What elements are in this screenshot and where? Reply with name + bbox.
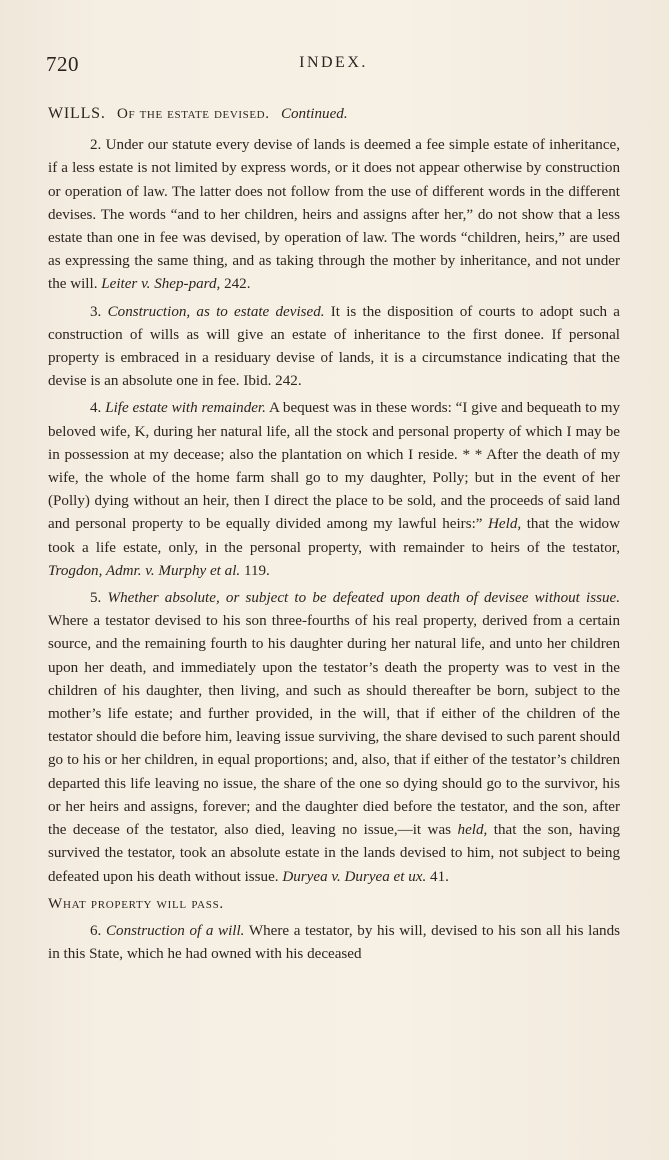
entry-text: Where a testator, by his will, devised to his son all his lands in this State, which he had owned with his deceased <box>48 922 620 963</box>
entry-number: 4. <box>90 400 102 417</box>
page-number: 720 <box>46 52 79 76</box>
entry-text: Under our statute every devise of lands is deemed a fee simple estate of inheritance, if a less estate is not limited by express words, or it does not appear otherwise by construction or operation of law. The latter does not follow from the use of different words in the different devises. The words “and to her children, heirs and assigns after her,” do not show that a less estate than one in fee was devised, by operation of law. The words “children, heirs,” are used as expressing the same thing, and as taking through the mother by inheritance, and not under the will. <box>48 137 620 293</box>
entry-topic: Construction, as to estate devised. <box>107 303 325 320</box>
section-subtitle: Of the estate devised. <box>117 106 270 122</box>
entry-text-continued: that the son, having survived the testator, took an absolute estate in the lands devised to him, not subject to being defeated upon his death without issue. <box>48 822 621 885</box>
entry-number: 6. <box>90 922 102 939</box>
subsection-heading: What property will pass. <box>48 895 224 912</box>
held-word: Held, <box>488 516 522 533</box>
section-title: WILLS. <box>48 105 106 122</box>
index-entry-5 <box>48 587 620 889</box>
citation: 242. <box>224 276 251 293</box>
page-header <box>46 52 621 82</box>
entry-topic: Construction of a will. <box>105 922 245 939</box>
entry-text: A bequest was in these words: “I give and bequeath to my beloved wife, K, during her natural life, all the stock and personal property of which I may be in possession at my decease; also the plantation on which I reside. * * After the death of my wife, the whole of the home farm shall go to my daughter, Polly; but in the event of her (Polly) dying without an heir, then I direct the place to be sold, and the proceeds of said land and personal property to be equally divided among my lawful heirs:” <box>48 400 620 533</box>
entry-number: 2. <box>90 137 102 154</box>
entry-topic: Life estate with remainder. <box>105 400 266 417</box>
index-entry-6 <box>48 920 620 966</box>
citation: 41. <box>430 868 449 885</box>
entry-text: Where a testator devised to his son three-fourths of his real property, derived from a certain source, and the remaining fourth to his daughter during her natural life, and unto her children upon her death, and immediately upon the testator’s death the property was to vest in the children of his daughter, then living, and such as should thereafter be born, subject to the mother’s life estate; and further provided, in the will, that if either of the children of the testator should die before him, leaving issue surviving, the share devised to such parent should go to his or her children, in equal proportions; and, also, that if either of the testator’s children departed this life leaving no issue, the share of the one so dying should go to the survivor, his or her heirs and assigns, forever; and the daughter died before the testator, and the son, after the decease of the testator, also died, leaving no issue,—it was <box>48 613 620 839</box>
entry-text-continued: that the widow took a life estate, only, in the personal property, with remainder to heirs of the testator, <box>48 516 620 556</box>
index-body <box>48 102 620 966</box>
case-name: Leiter v. Shep-pard, <box>101 276 221 293</box>
citation: 119. <box>243 562 270 579</box>
index-entry-3 <box>48 301 620 394</box>
entry-topic: Whether absolute, or subject to be defeated upon death of devisee without issue. <box>107 590 620 607</box>
section-heading <box>48 102 620 126</box>
held-word: held, <box>457 822 488 839</box>
case-name: Trogdon, Admr. v. Murphy et al. <box>48 562 241 579</box>
running-head: INDEX. <box>299 54 368 71</box>
entry-number: 3. <box>90 303 102 320</box>
entry-number: 5. <box>90 590 102 607</box>
index-entry-4 <box>48 397 620 583</box>
index-entry-2 <box>48 134 620 296</box>
entry-text: It is the disposition of courts to adopt such a construction of wills as will give an estate of inheritance to the first donee. If personal property is embraced in a residuary devise of lands, it is a circumstance indicating that the devise is an absolute one in fee. Ibid. 242. <box>48 303 620 390</box>
section-continued: Continued. <box>280 106 348 122</box>
case-name: Duryea v. Duryea et ux. <box>282 868 427 885</box>
